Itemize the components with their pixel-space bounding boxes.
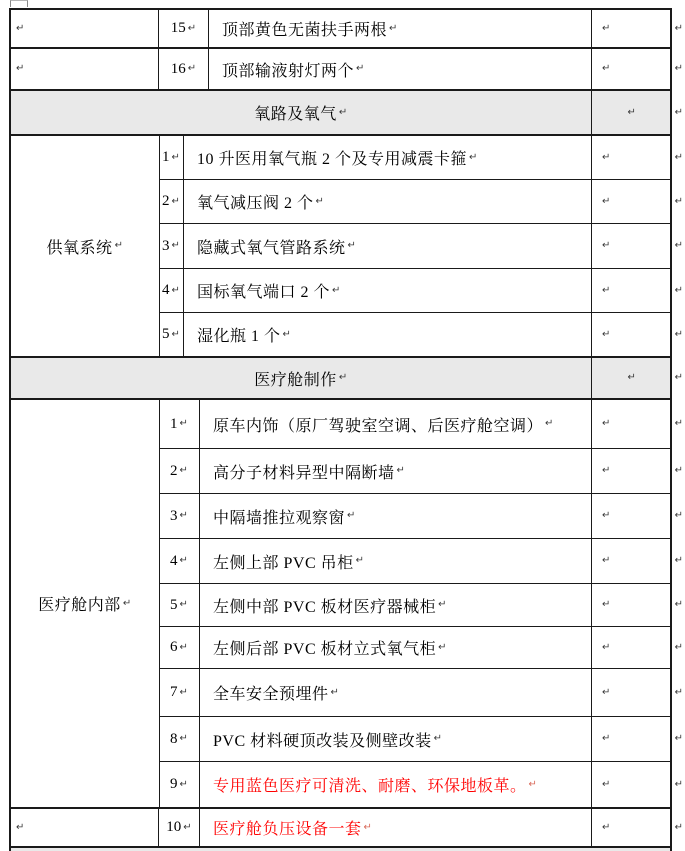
- item-text: 左侧上部 PVC 吊柜: [213, 554, 354, 572]
- table-row: [159, 269, 683, 313]
- row-number: 15: [170, 20, 186, 36]
- row-end-mark: ↵: [674, 22, 683, 34]
- section-header-cell: [11, 358, 592, 398]
- item-text: 湿化瓶 1 个: [197, 328, 281, 345]
- category-label: 供氧系统: [46, 239, 113, 257]
- pilcrow-mark: ↵: [469, 151, 478, 163]
- cell-check-empty: [592, 717, 670, 761]
- section-title: 医疗舱制作: [254, 371, 337, 389]
- pilcrow-mark: ↵: [187, 22, 197, 34]
- row-number: 4: [170, 552, 178, 569]
- item-text: 原车内饰（原厂驾驶室空调、后医疗舱空调）: [213, 417, 544, 435]
- cell-check-empty: [592, 627, 670, 668]
- cell-number: [159, 627, 200, 668]
- pilcrow-mark: ↵: [171, 284, 180, 296]
- pilcrow-mark: ↵: [171, 328, 180, 340]
- item-text: 顶部输液射灯两个: [222, 62, 355, 80]
- table-row: [11, 49, 683, 91]
- row-end-mark: ↵: [674, 599, 683, 610]
- pilcrow-mark: ↵: [338, 106, 348, 118]
- pilcrow-mark: ↵: [627, 106, 637, 118]
- cell-description: [200, 584, 592, 626]
- pilcrow-mark: ↵: [627, 372, 637, 383]
- pilcrow-mark: ↵: [179, 510, 188, 521]
- oxygen-section: [11, 136, 683, 358]
- pilcrow-mark: ↵: [433, 733, 443, 744]
- cell-number: [159, 224, 184, 268]
- pilcrow-mark: ↵: [602, 733, 611, 744]
- cell-category-medical: [11, 400, 160, 807]
- pilcrow-mark: ↵: [438, 599, 448, 610]
- cell-check-empty: [592, 539, 670, 583]
- cell-category-empty: [11, 809, 159, 846]
- row-number: 7: [170, 684, 178, 700]
- cell-description: [200, 809, 592, 846]
- pilcrow-mark: ↵: [602, 63, 611, 74]
- cell-check-empty: [592, 224, 670, 268]
- pilcrow-mark: ↵: [356, 63, 365, 74]
- pilcrow-mark: ↵: [179, 465, 188, 476]
- row-end-mark: ↵: [674, 510, 683, 521]
- cell-category-empty: [11, 10, 159, 47]
- item-text: 左侧后部 PVC 板材立式氧气柜: [213, 641, 437, 658]
- pilcrow-mark: ↵: [179, 778, 188, 790]
- cell-category-empty: [11, 49, 159, 89]
- row-end-mark: ↵: [674, 821, 683, 833]
- table-row: [159, 627, 683, 669]
- item-text: 顶部黄色无菌扶手两根: [222, 22, 388, 39]
- row-end-mark: ↵: [674, 106, 683, 118]
- pilcrow-mark: ↵: [330, 686, 340, 698]
- pilcrow-mark: ↵: [602, 418, 611, 429]
- cell-description: [184, 313, 592, 356]
- pilcrow-mark: ↵: [545, 418, 554, 429]
- pilcrow-mark: ↵: [122, 597, 132, 609]
- pilcrow-mark: ↵: [602, 284, 611, 296]
- pilcrow-mark: ↵: [602, 778, 611, 790]
- row-end-mark: ↵: [674, 240, 683, 251]
- cell-description: [200, 669, 592, 716]
- section-title: 氧路及氧气: [254, 106, 337, 123]
- cell-check-empty: [592, 269, 670, 312]
- row-number: 4: [162, 282, 170, 298]
- cell-description: [200, 449, 592, 493]
- table-row: [159, 669, 683, 717]
- cell-description: [209, 10, 592, 47]
- cell-number: [159, 669, 200, 716]
- table-row: [159, 717, 683, 762]
- pilcrow-mark: ↵: [355, 555, 365, 566]
- table-row: [159, 449, 683, 494]
- table-row: [159, 180, 683, 224]
- section-header-row: [11, 358, 683, 400]
- item-text: 隐藏式氧气管路系统: [197, 239, 346, 257]
- cell-description: [184, 269, 592, 312]
- cell-category-oxygen: [11, 136, 160, 356]
- table-row: [11, 10, 683, 49]
- row-number: 3: [170, 507, 178, 524]
- pilcrow-mark: ↵: [179, 733, 188, 744]
- row-end-mark: ↵: [674, 372, 683, 383]
- cell-number: [159, 539, 200, 583]
- cell-number: [159, 494, 200, 538]
- cell-description: [184, 136, 592, 179]
- pilcrow-mark: ↵: [602, 686, 611, 698]
- pilcrow-mark: ↵: [389, 22, 398, 34]
- cell-check-empty: [592, 494, 670, 538]
- cell-description: [200, 494, 592, 538]
- cell-check-empty: [592, 10, 670, 47]
- pilcrow-mark: ↵: [363, 821, 373, 833]
- cell-number: [159, 400, 200, 448]
- cell-description: [200, 539, 592, 583]
- medical-cabin-section: [11, 400, 683, 809]
- pilcrow-mark: ↵: [347, 240, 357, 251]
- row-number: 2: [162, 193, 170, 209]
- table-row: [159, 136, 683, 180]
- row-end-mark: ↵: [674, 778, 683, 790]
- pilcrow-mark: ↵: [602, 22, 611, 34]
- pilcrow-mark: ↵: [179, 599, 188, 610]
- item-text: 专用蓝色医疗可清洗、耐磨、环保地板革。: [213, 778, 527, 795]
- cell-number: [159, 717, 200, 761]
- pilcrow-mark: ↵: [602, 240, 611, 251]
- cell-number: [159, 49, 209, 89]
- pilcrow-mark: ↵: [183, 821, 192, 833]
- pilcrow-mark: ↵: [338, 372, 348, 383]
- cell-number: [159, 809, 200, 846]
- cell-description: [209, 49, 592, 89]
- row-end-mark: ↵: [674, 195, 683, 207]
- item-text: 医疗舱负压设备一套: [213, 821, 362, 838]
- row-end-mark: ↵: [674, 328, 683, 340]
- cell-number: [159, 136, 184, 179]
- pilcrow-mark: ↵: [347, 510, 356, 521]
- item-text: 左侧中部 PVC 板材医疗器械柜: [213, 598, 437, 616]
- pilcrow-mark: ↵: [179, 686, 188, 698]
- pilcrow-mark: ↵: [171, 195, 180, 207]
- row-number: 9: [170, 776, 178, 792]
- cell-number: [159, 762, 200, 807]
- pilcrow-mark: ↵: [438, 641, 448, 653]
- cell-number: [159, 313, 184, 356]
- item-text: 10 升医用氧气瓶 2 个及专用减震卡箍: [197, 151, 468, 168]
- table-row: [159, 313, 683, 356]
- section-header-cell: [11, 91, 592, 134]
- pilcrow-mark: ↵: [179, 418, 188, 429]
- cell-check-empty: [592, 584, 670, 626]
- row-end-mark: ↵: [674, 555, 683, 566]
- cell-description: [200, 717, 592, 761]
- pilcrow-mark: ↵: [396, 465, 406, 476]
- row-number: 1: [162, 149, 170, 165]
- table-row: [159, 400, 683, 449]
- cell-check-empty: [592, 449, 670, 493]
- cell-description: [200, 762, 592, 807]
- cell-check-empty: [592, 180, 670, 223]
- item-text: 全车安全预埋件: [213, 686, 329, 703]
- cell-description: [200, 400, 592, 448]
- pilcrow-mark: ↵: [16, 22, 25, 34]
- row-end-mark: ↵: [674, 151, 683, 163]
- cell-check-empty: [592, 400, 670, 448]
- pilcrow-mark: ↵: [602, 328, 611, 340]
- pilcrow-mark: ↵: [179, 641, 188, 653]
- pilcrow-mark: ↵: [171, 151, 180, 163]
- item-text: PVC 材料硬顶改装及侧壁改装: [213, 732, 432, 750]
- pilcrow-mark: ↵: [332, 284, 341, 296]
- row-end-mark: ↵: [674, 641, 683, 653]
- pilcrow-mark: ↵: [602, 821, 611, 833]
- cell-check-empty: [592, 91, 670, 134]
- table-row: [159, 224, 683, 269]
- row-end-mark: ↵: [674, 733, 683, 744]
- row-number: 2: [170, 462, 178, 479]
- cell-description: [184, 224, 592, 268]
- cell-check-empty: [592, 313, 670, 356]
- cell-check-empty: [592, 762, 670, 807]
- cell-number: [159, 10, 209, 47]
- cell-check-empty: [592, 809, 670, 846]
- cell-number: [159, 269, 184, 312]
- row-number: 1: [170, 415, 178, 432]
- cell-number: [159, 584, 200, 626]
- pilcrow-mark: ↵: [16, 821, 25, 833]
- row-number: 10: [166, 819, 182, 835]
- row-end-mark: ↵: [674, 284, 683, 296]
- row-number: 6: [170, 639, 178, 655]
- section-header-row: [11, 91, 683, 136]
- row-end-mark: ↵: [674, 418, 683, 429]
- pilcrow-mark: ↵: [315, 195, 325, 207]
- pilcrow-mark: ↵: [602, 151, 611, 163]
- pilcrow-mark: ↵: [602, 555, 611, 566]
- cell-check-empty: [592, 669, 670, 716]
- row-number: 8: [170, 730, 178, 747]
- pilcrow-mark: ↵: [114, 240, 124, 251]
- table-row: [159, 584, 683, 627]
- cell-number: [159, 180, 184, 223]
- pilcrow-mark: ↵: [179, 555, 188, 566]
- table-row: [159, 494, 683, 539]
- pilcrow-mark: ↵: [528, 778, 538, 790]
- table-row: [159, 762, 683, 807]
- row-number: 3: [162, 237, 170, 254]
- pilcrow-mark: ↵: [602, 510, 611, 521]
- item-text: 中隔墙推拉观察窗: [213, 509, 346, 527]
- item-text: 高分子材料异型中隔断墙: [213, 464, 395, 482]
- pilcrow-mark: ↵: [602, 465, 611, 476]
- cell-description: [200, 627, 592, 668]
- pilcrow-mark: ↵: [602, 195, 611, 207]
- pilcrow-mark: ↵: [602, 641, 611, 653]
- cell-check-empty: [592, 49, 670, 89]
- cell-number: [159, 449, 200, 493]
- row-end-mark: ↵: [674, 63, 683, 74]
- pilcrow-mark: ↵: [16, 63, 25, 74]
- cell-check-empty: [592, 136, 670, 179]
- pilcrow-mark: ↵: [187, 63, 197, 74]
- row-number: 5: [162, 326, 170, 342]
- pilcrow-mark: ↵: [171, 240, 180, 251]
- item-text: 国标氧气端口 2 个: [197, 284, 331, 301]
- previous-row-remnant: [10, 0, 28, 7]
- row-number: 16: [170, 60, 186, 77]
- row-end-mark: ↵: [674, 465, 683, 476]
- cell-check-empty: [592, 358, 670, 398]
- row-number: 5: [170, 596, 178, 613]
- cell-description: [184, 180, 592, 223]
- table-row: [159, 539, 683, 584]
- row-end-mark: ↵: [674, 686, 683, 698]
- pilcrow-mark: ↵: [602, 599, 611, 610]
- item-text: 氧气减压阀 2 个: [197, 195, 314, 212]
- pilcrow-mark: ↵: [282, 328, 292, 340]
- equipment-spec-table: [9, 8, 683, 848]
- category-label: 医疗舱内部: [38, 597, 121, 614]
- table-row: [11, 809, 683, 846]
